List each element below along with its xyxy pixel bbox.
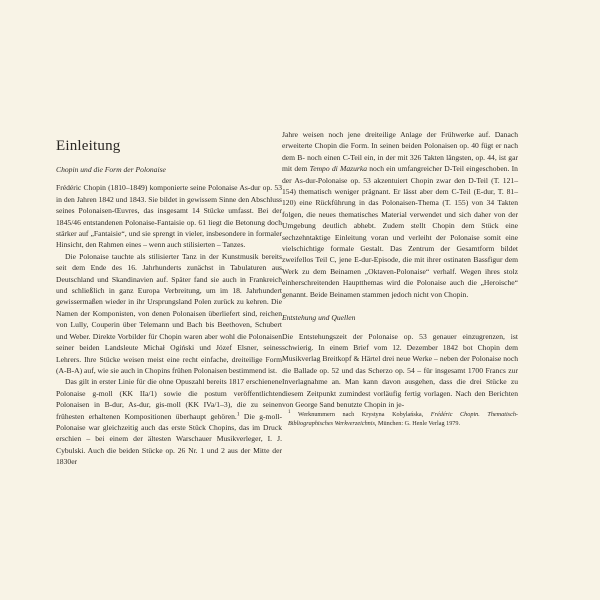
footnote-text: Werknummern nach Krystyna Kobylańska, [297,411,424,419]
page-title: Einleitung [56,138,121,155]
italic-term: Tempo di Mazurka [309,164,368,174]
left-column [56,164,282,468]
footnote-number: 1 [288,410,291,416]
paragraph-text: noch ein umfangreicher D-Teil eingeschoben. In der As-dur-Polonaise op. 53 akzentuiert Chopin zwar den D-Teil (T. 121–154) thematisch weniger prägnant. Er lässt aber dem C-Teil (E-dur, T. 81–120) eine Rückführung in das Polonaisen-Thema (T. 155) von 34 Takten folgen, die neues thematisches Material verwendet und sich daher von der Umgebung deutlich abhebt. Zudem stellt Chopin dem Stück eine sechzehntaktige Einleitung voran und verleiht der Polonaise somit eine vielschichtige formale Gestalt. Das Zentrum der Gesamtform bildet zweifellos Teil C, jene E-dur-Episode, die mit ihrer ostinaten Bassfigur dem Werk zu dem Beinamen „Oktaven-Polonaise“ verhalf. Wegen ihres stolz einherschreitenden Hauptthemas wird die Polonaise auch die „Heroische“ genannt. Beide Beinamen stammen jedoch nicht von Chopin. [282,164,518,299]
footnote-text: München: G. Henle Verlag 1979. [378,420,461,428]
paragraph: Die Polonaise tauchte als stilisierter Tanz in der Kunstmusik bereits seit dem Ende des 16. Jahrhunderts zunächst in Tabulaturen aus Deutschland und Skandinavien auf. Später fand sie auch in Frankreich und schließlich in ganz Europa Verbreitung, um im 18. Jahrhundert gewissermaßen wieder in ihr Ursprungsland Polen zurück zu kehren. Die Namen der Komponisten, von denen Polonaisen überliefert sind, reichen von Lully, Couperin über Telemann und Bach bis Beethoven, Schubert und Weber. Direkte Vorbilder für Chopin waren aber wohl die Polonaisen seiner beiden Landsleute Michał Ogiński und Józef Elsner, seines Lehrers. Ihre Stücke weisen meist eine recht einfache, dreiteilige Form (A-B-A) auf, wie sie auch in Chopins frühen Polonaisen bestimmend ist. [56,251,282,375]
paragraph-text: Die g-moll-Polonaise war gleichzeitig auch das erste Stück Chopins, das im Druck erschien – bei einem der ältesten Warschauer Musikverleger, I. J. Cybulski. Auch die beiden Stücke op. 26 Nr. 1 und 2 aus der Mitte der 1830er [56,411,282,467]
paragraph: Frédéric Chopin (1810–1849) komponierte seine Polonaise As-dur op. 53 in den Jahren 1842 und 1843. Sie bildet in gewissem Sinne den Abschluss seines Polonaisen-Œuvres, das insgesamt 14 Stücke umfasst. Bei der 1845/46 entstandenen Polonaise-Fantaisie op. 61 liegt die Betonung doch stärker auf „Fantaisie“, und sie sprengt in vieler, insbesondere in formaler Hinsicht, den Rahmen eines – wenn auch stilisierten – Tanzes. [56,183,282,250]
paragraph: Die Entstehungszeit der Polonaise op. 53 genauer einzugrenzen, ist schwierig. In einem Brief vom 12. Dezember 1842 bot Chopin dem Musikverlag Breitkopf & Härtel drei neue Werke – neben der Polonaise noch die Ballade op. 52 und das Scherzo op. 54 – für insgesamt 1700 Francs zur Inverlagnahme an. Man kann davon ausgehen, dass die drei Stücke zu diesem Zeitpunkt zumindest vorläufig fertig vorlagen. Nach den Berichten von George Sand benutzte Chopin in je- [282,331,518,409]
section-heading-entstehung: Entstehung und Quellen [282,313,356,323]
footnote-title: Frédéric Chopin. Thematisch-Bibliographisches Werkverzeichnis, [288,411,518,428]
paragraph [282,129,518,300]
paragraph-text: Jahre weisen noch jene dreiteilige Anlage der Frühwerke auf. Danach erweiterte Chopin die Form. In seinen beiden Polonaisen op. 40 fügt er nach dem B- noch einen C-Teil ein, in der mit 326 Takten längsten, op. 44, ist gar mit dem [282,130,518,174]
right-column [282,129,518,428]
footnote-ref: 1 [236,411,240,417]
section-heading-chopin-form: Chopin und die Form der Polonaise [56,165,166,174]
paragraph-text: Das gilt in erster Linie für die ohne Opuszahl bereits 1817 erschienene Polonaise g-moll (KK IIa/1) sowie die postum veröffentlichten Polonaisen in B-dur, As-dur, gis-moll (KK IVa/1–3), die zu seinen frühesten erhaltenen Kompositionen überhaupt gehören. [56,377,282,421]
footnote [282,410,518,428]
paragraph [56,376,282,467]
